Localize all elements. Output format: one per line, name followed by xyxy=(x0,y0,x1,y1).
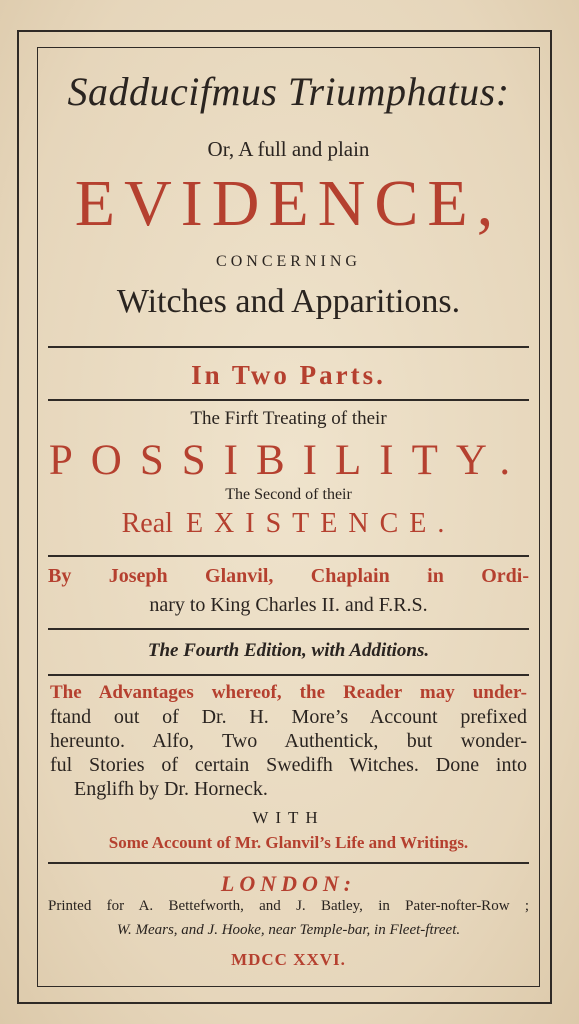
author-line-1: By Joseph Glanvil, Chaplain in Ordi- xyxy=(48,565,529,587)
real-word: Real xyxy=(121,508,173,539)
advantages-line-5: Englifh by Dr. Horneck. xyxy=(74,778,268,800)
rule-3 xyxy=(48,555,529,557)
advantages-line-4: ful Stories of certain Swedifh Witches. Done into xyxy=(50,754,527,776)
london-line: LONDON: xyxy=(220,871,357,896)
existence-word: EXISTENCE. xyxy=(185,508,456,539)
advantages-line-2: ftand out of Dr. H. More’s Account prefixed xyxy=(50,706,527,728)
possibility-heading: POSSIBILITY. xyxy=(48,437,529,484)
rule-6 xyxy=(48,862,529,864)
printed-line-2: W. Mears, and J. Hooke, near Temple-bar, in Fleet-ftreet. xyxy=(116,922,461,938)
evidence-heading: EVIDENCE, xyxy=(74,167,503,240)
second-line: The Second of their xyxy=(225,486,352,503)
main-title: Sadducifmus Triumphatus: xyxy=(67,69,510,114)
witches-line: Witches and Apparitions. xyxy=(116,283,461,320)
advantages-line-3: hereunto. Alfo, Two Authentick, but wonder- xyxy=(50,730,527,752)
edition-line: The Fourth Edition, with Additions. xyxy=(147,640,430,661)
some-account-line: Some Account of Mr. Glanvil’s Life and Writings. xyxy=(108,833,469,852)
concerning-line: CONCERNING xyxy=(216,253,361,270)
printed-line-1: Printed for A. Bettefworth, and J. Batley, in Pater-nofter-Row ; xyxy=(48,898,529,914)
title-page xyxy=(40,50,537,984)
real-existence-line xyxy=(40,508,537,540)
subtitle-line: Or, A full and plain xyxy=(207,137,370,161)
first-treating-line: The Firft Treating of their xyxy=(190,408,387,429)
advantages-line-1: The Advantages whereof, the Reader may under- xyxy=(50,682,527,703)
rule-5 xyxy=(48,674,529,676)
rule-1 xyxy=(48,346,529,348)
author-line-2: nary to King Charles II. and F.R.S. xyxy=(149,594,428,616)
rule-4 xyxy=(48,628,529,630)
year-line: MDCC XXVI. xyxy=(231,950,346,969)
parts-line: In Two Parts. xyxy=(191,360,386,390)
with-line: WITH xyxy=(252,808,325,827)
rule-2 xyxy=(48,399,529,401)
